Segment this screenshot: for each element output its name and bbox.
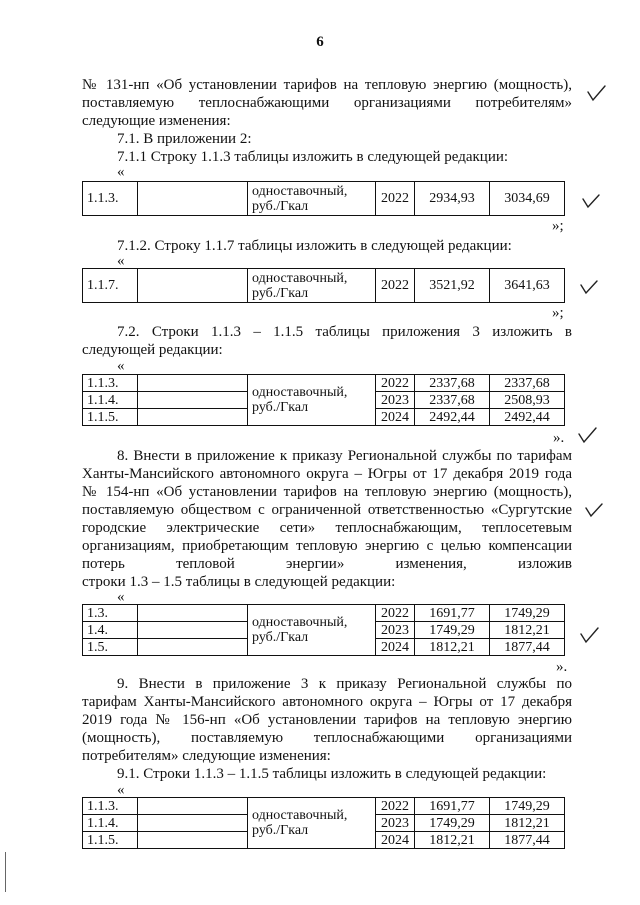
year-cell: 2022 <box>376 798 415 815</box>
empty-cell <box>138 639 248 656</box>
row-number: 1.1.4. <box>83 392 138 409</box>
item-9-1: 9.1. Строки 1.1.3 – 1.1.5 таблицы изложить в следующей редакции: <box>117 766 547 782</box>
value-1-cell: 2337,68 <box>415 375 490 392</box>
empty-cell <box>138 392 248 409</box>
check-mark-icon <box>578 624 600 646</box>
item-8-line-7: потерь тепловой энергии» изменения, изложив <box>82 556 572 572</box>
year-cell: 2024 <box>376 832 415 849</box>
row-number: 1.5. <box>83 639 138 656</box>
item-7-1-1: 7.1.1 Строку 1.1.3 таблицы изложить в следующей редакции: <box>117 149 509 165</box>
value-2-cell: 3034,69 <box>490 182 565 216</box>
page-number: 6 <box>316 34 324 50</box>
value-2-cell: 2337,68 <box>490 375 565 392</box>
left-margin-mark <box>5 852 6 892</box>
item-7-1: 7.1. В приложении 2: <box>117 131 252 147</box>
check-mark-icon <box>585 82 607 104</box>
value-2-cell: 1749,29 <box>490 798 565 815</box>
intro-line-3: следующие изменения: <box>82 113 231 129</box>
value-2-cell: 1812,21 <box>490 815 565 832</box>
unit-cell: одноставочный, руб./Гкал <box>248 269 376 303</box>
unit-cell: одноставочный, руб./Гкал <box>248 798 376 849</box>
table-9-1 <box>82 797 565 849</box>
value-1-cell: 1749,29 <box>415 815 490 832</box>
unit-cell: одноставочный, руб./Гкал <box>248 605 376 656</box>
intro-line-1: № 131-нп «Об установлении тарифов на тепловую энергию (мощность), <box>82 77 572 93</box>
value-1-cell: 1749,29 <box>415 622 490 639</box>
year-cell: 2022 <box>376 269 415 303</box>
item-9-line-1: 9. Внести в приложение 3 к приказу Региональной службы по <box>117 676 572 692</box>
check-mark-icon <box>580 190 602 212</box>
value-1-cell: 1812,21 <box>415 639 490 656</box>
year-cell: 2022 <box>376 182 415 216</box>
year-cell: 2022 <box>376 375 415 392</box>
item-8-line-8: строки 1.3 – 1.5 таблицы в следующей редакции: <box>82 574 396 590</box>
table-7-1-2 <box>82 268 565 303</box>
row-number: 1.1.5. <box>83 832 138 849</box>
value-1-cell: 2337,68 <box>415 392 490 409</box>
empty-cell <box>138 605 248 622</box>
item-8-line-5: городские электрические сети» теплоснабжающим, теплосетевым <box>82 520 572 536</box>
table-7-1-1 <box>82 181 565 216</box>
item-9-line-4: (мощность), поставляемую теплоснабжающими организациями <box>82 730 572 746</box>
check-mark-icon <box>576 424 598 446</box>
check-mark-icon <box>583 499 605 521</box>
close-quote: ». <box>556 659 568 675</box>
unit-cell: одноставочный, руб./Гкал <box>248 375 376 426</box>
empty-cell <box>138 409 248 426</box>
value-2-cell: 3641,63 <box>490 269 565 303</box>
empty-cell <box>138 375 248 392</box>
item-9-line-2: тарифам Ханты-Мансийского автономного округа – Югры от 17 декабря <box>82 694 572 710</box>
year-cell: 2022 <box>376 605 415 622</box>
row-number: 1.1.4. <box>83 815 138 832</box>
year-cell: 2024 <box>376 639 415 656</box>
close-quote: ». <box>553 430 565 446</box>
intro-line-2: поставляемую теплоснабжающими организациями потребителям» <box>82 95 572 111</box>
row-number: 1.1.5. <box>83 409 138 426</box>
item-9-line-5: потребителям» следующие изменения: <box>82 748 331 764</box>
close-quote: »; <box>552 218 564 234</box>
value-2-cell: 1812,21 <box>490 622 565 639</box>
item-7-1-2: 7.1.2. Строку 1.1.7 таблицы изложить в следующей редакции: <box>117 238 512 254</box>
item-8-line-3: № 154-нп «Об установлении тарифов на тепловую энергию (мощность), <box>82 484 572 500</box>
item-9-line-3: 2019 года № 156-нп «Об установлении тарифов на тепловую энергию <box>82 712 572 728</box>
unit-cell: одноставочный, руб./Гкал <box>248 182 376 216</box>
value-2-cell: 1877,44 <box>490 639 565 656</box>
close-quote: »; <box>552 305 564 321</box>
item-7-2-line-2: следующей редакции: <box>82 342 223 358</box>
table-7-2 <box>82 374 565 426</box>
year-cell: 2023 <box>376 815 415 832</box>
row-number: 1.1.3. <box>83 375 138 392</box>
open-quote: « <box>117 164 125 180</box>
value-1-cell: 1691,77 <box>415 798 490 815</box>
item-8-line-4: поставляемую обществом с ограниченной ответственностью «Сургутские <box>82 502 572 518</box>
row-number: 1.4. <box>83 622 138 639</box>
value-2-cell: 2492,44 <box>490 409 565 426</box>
row-number: 1.1.7. <box>83 269 138 303</box>
value-1-cell: 2934,93 <box>415 182 490 216</box>
value-2-cell: 1749,29 <box>490 605 565 622</box>
table-8 <box>82 604 565 656</box>
value-1-cell: 1691,77 <box>415 605 490 622</box>
item-8-line-1: 8. Внести в приложение к приказу Региональной службы по тарифам <box>117 448 572 464</box>
value-1-cell: 1812,21 <box>415 832 490 849</box>
check-mark-icon <box>578 276 600 298</box>
item-7-2-line-1: 7.2. Строки 1.1.3 – 1.1.5 таблицы приложения 3 изложить в <box>117 324 572 340</box>
row-number: 1.1.3. <box>83 182 138 216</box>
empty-cell <box>138 832 248 849</box>
row-number: 1.3. <box>83 605 138 622</box>
year-cell: 2023 <box>376 392 415 409</box>
value-1-cell: 2492,44 <box>415 409 490 426</box>
open-quote: « <box>117 358 125 374</box>
empty-cell <box>138 269 248 303</box>
empty-cell <box>138 798 248 815</box>
value-2-cell: 1877,44 <box>490 832 565 849</box>
item-8-line-6: организациям, приобретающим тепловую энергию с целью компенсации <box>82 538 572 554</box>
empty-cell <box>138 815 248 832</box>
value-1-cell: 3521,92 <box>415 269 490 303</box>
empty-cell <box>138 182 248 216</box>
item-8-line-2: Ханты-Мансийского автономного округа – Югры от 17 декабря 2019 года <box>82 466 572 482</box>
open-quote: « <box>117 782 125 798</box>
row-number: 1.1.3. <box>83 798 138 815</box>
year-cell: 2023 <box>376 622 415 639</box>
empty-cell <box>138 622 248 639</box>
open-quote: « <box>117 589 125 605</box>
value-2-cell: 2508,93 <box>490 392 565 409</box>
open-quote: « <box>117 253 125 269</box>
year-cell: 2024 <box>376 409 415 426</box>
